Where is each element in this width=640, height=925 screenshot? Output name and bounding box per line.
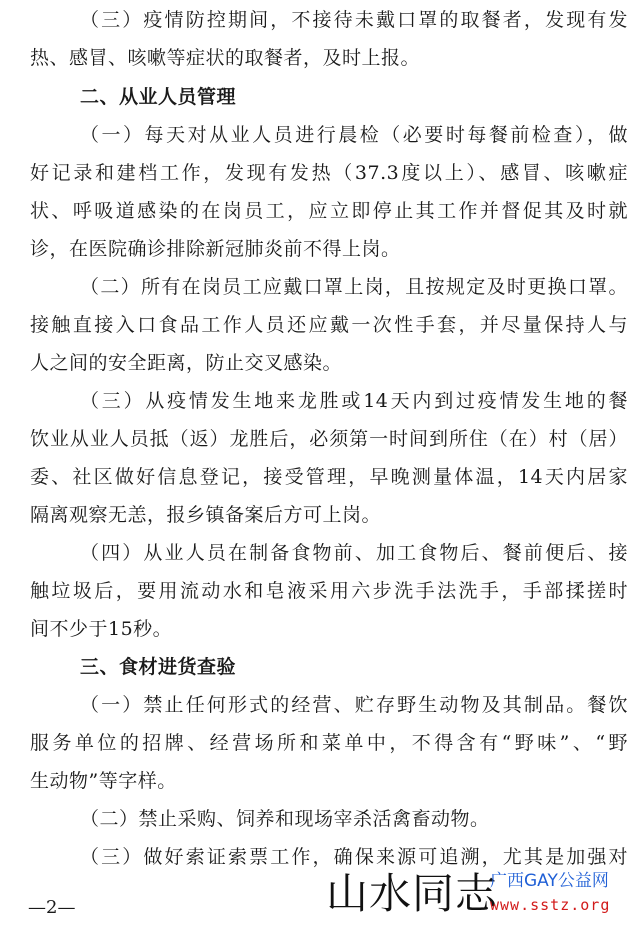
body-line: （二）禁止采购、饲养和现场宰杀活禽畜动物。 <box>80 808 490 830</box>
body-line: （三）做好索证索票工作，确保来源可追溯，尤其是加强对 <box>80 846 628 868</box>
body-line: （一）禁止任何形式的经营、贮存野生动物及其制品。餐饮 <box>80 694 628 716</box>
body-line: （二）所有在岗员工应戴口罩上岗，且按规定及时更换口罩。 <box>80 276 628 298</box>
section-heading: 二、从业人员管理 <box>80 86 237 108</box>
body-line: 好记录和建档工作，发现有发热（37.3度以上）、感冒、咳嗽症 <box>30 162 628 184</box>
body-line: 生动物”等字样。 <box>30 770 177 792</box>
body-line: 委、社区做好信息登记，接受管理，早晚测量体温，14天内居家 <box>30 466 628 488</box>
page-number: —2— <box>28 897 76 918</box>
watermark-title: 山水同志 <box>326 869 499 918</box>
watermark-site-name: 广西GAY公益网 <box>490 871 609 891</box>
body-line: （三）从疫情发生地来龙胜或14天内到过疫情发生地的餐 <box>80 390 628 412</box>
body-line: 诊，在医院确诊排除新冠肺炎前不得上岗。 <box>30 238 401 260</box>
body-line: 隔离观察无恙，报乡镇备案后方可上岗。 <box>30 504 382 526</box>
body-line: （一）每天对从业人员进行晨检（必要时每餐前检查），做 <box>80 124 628 146</box>
body-line: 状、呼吸道感染的在岗员工，应立即停止其工作并督促其及时就 <box>30 200 628 222</box>
body-line: 饮业从业人员抵（返）龙胜后，必须第一时间到所住（在）村（居） <box>30 428 628 450</box>
body-line: 触垃圾后，要用流动水和皂液采用六步洗手法洗手，手部揉搓时 <box>30 580 628 602</box>
watermark-url: www.sstz.org <box>490 896 611 914</box>
body-line: 服务单位的招牌、经营场所和菜单中，不得含有“野味”、“野 <box>30 732 628 754</box>
body-line: （三）疫情防控期间，不接待未戴口罩的取餐者，发现有发 <box>80 9 628 31</box>
watermark <box>326 866 640 922</box>
body-line: （四）从业人员在制备食物前、加工食物后、餐前便后、接 <box>80 542 628 564</box>
body-line: 间不少于15秒。 <box>30 618 173 640</box>
body-line: 接触直接入口食品工作人员还应戴一次性手套，并尽量保持人与 <box>30 314 628 336</box>
body-line: 人之间的安全距离，防止交叉感染。 <box>30 352 343 374</box>
body-line: 热、感冒、咳嗽等症状的取餐者，及时上报。 <box>30 47 421 69</box>
section-heading: 三、食材进货查验 <box>80 656 237 678</box>
